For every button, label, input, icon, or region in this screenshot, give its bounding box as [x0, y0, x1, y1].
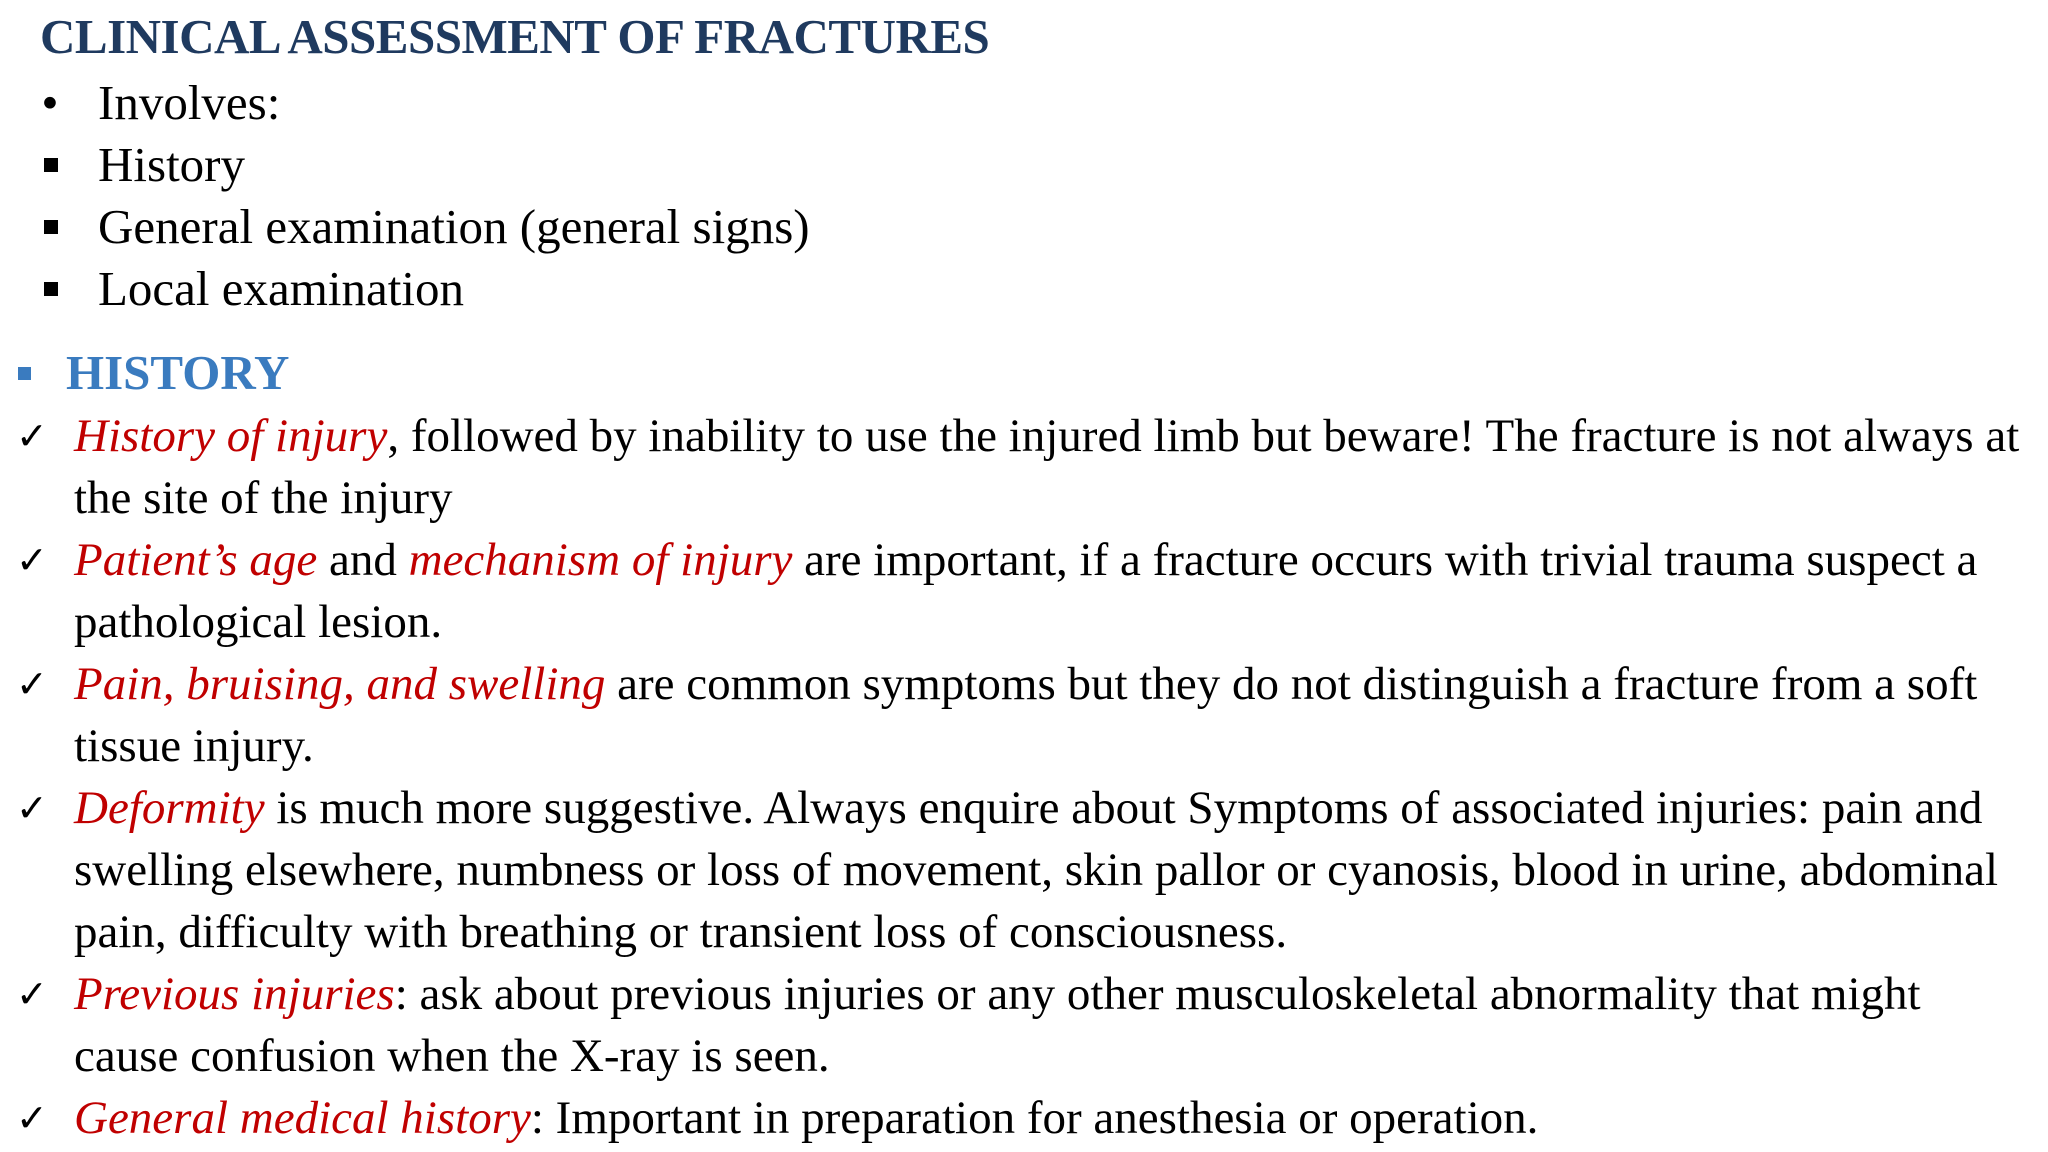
overview-list — [40, 72, 810, 320]
emphasis-term: mechanism of injury — [408, 534, 793, 586]
emphasis-term: General medical history — [74, 1092, 531, 1144]
item-text: are common symptoms but they do not distinguish a fracture from a soft tissue injury. — [74, 658, 1978, 772]
square-bullet-icon — [44, 282, 58, 296]
checkmark-icon: ✓ — [16, 662, 48, 706]
list-item-text: Involves: — [98, 75, 281, 130]
item-text: , followed by inability to use the injured limb but beware! The fracture is not always at the site of the injury — [74, 410, 2020, 524]
emphasis-term: Deformity — [74, 782, 265, 834]
checkmark-icon: ✓ — [16, 972, 48, 1016]
history-checklist — [16, 405, 2036, 1149]
emphasis-term: Previous injuries — [74, 968, 395, 1020]
checkmark-icon: ✓ — [16, 414, 48, 458]
square-bullet-icon — [44, 158, 58, 172]
emphasis-term: History of injury — [74, 410, 388, 462]
emphasis-term: Patient’s age — [74, 534, 318, 586]
list-item — [40, 72, 810, 134]
item-text: are important, if a fracture occurs with trivial trauma suspect a pathological lesion. — [74, 534, 1978, 648]
slide-title: CLINICAL ASSESSMENT OF FRACTURES — [40, 9, 990, 64]
list-item — [40, 196, 810, 258]
round-bullet-icon: • — [41, 75, 59, 130]
section-heading: HISTORY — [66, 345, 290, 400]
checkmark-icon: ✓ — [16, 786, 48, 830]
checklist-item — [16, 653, 2036, 777]
list-item-text: General examination (general signs) — [98, 199, 810, 254]
checkmark-icon: ✓ — [16, 1096, 48, 1140]
list-item — [40, 258, 810, 320]
emphasis-term: Pain, bruising, and swelling — [74, 658, 606, 710]
checkmark-icon: ✓ — [16, 538, 48, 582]
list-item-text: History — [98, 137, 245, 192]
checklist-item — [16, 405, 2036, 529]
square-bullet-icon — [44, 220, 58, 234]
item-text: : ask about previous injuries or any other musculoskeletal abnormality that might cause confusion when the X-ray is seen. — [74, 968, 1921, 1082]
checklist-item — [16, 1087, 2036, 1149]
checklist-item — [16, 963, 2036, 1087]
checklist-item — [16, 529, 2036, 653]
item-text: and — [317, 534, 409, 586]
list-item — [40, 134, 810, 196]
item-text: : Important in preparation for anesthesia or operation. — [530, 1092, 1539, 1144]
list-item-text: Local examination — [98, 261, 464, 316]
square-bullet-icon — [18, 367, 31, 380]
checklist-item — [16, 777, 2036, 963]
item-text: is much more suggestive. Always enquire about Symptoms of associated injuries: pain and swelling elsewhere, numbness or loss of movement, skin pallor or cyanosis, blood in urine, abdominal pain, difficulty with breathing or transient loss of consciousness. — [74, 782, 1999, 958]
